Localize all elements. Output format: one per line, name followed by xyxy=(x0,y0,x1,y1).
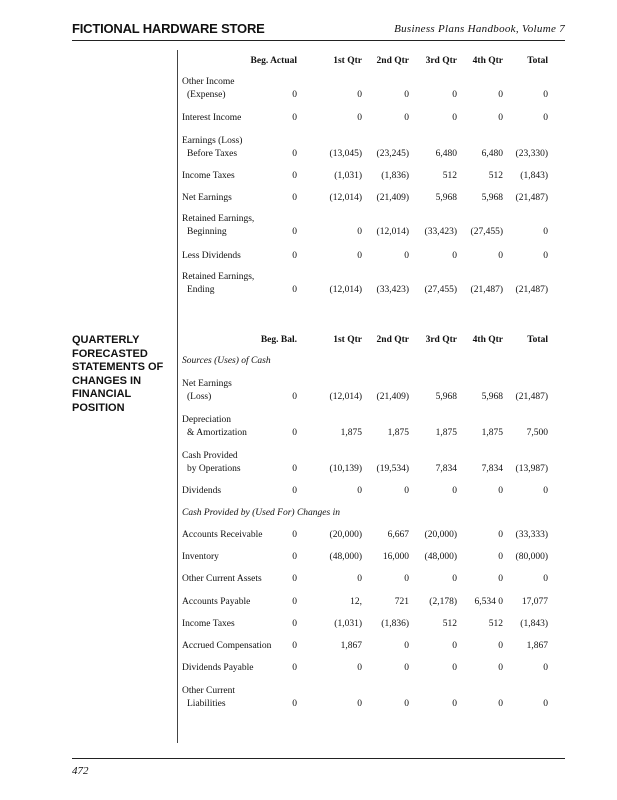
table1-header-2: 2nd Qtr xyxy=(376,56,409,66)
row-label-line1: Dividends xyxy=(182,486,222,496)
table1-cell: 0 xyxy=(452,89,457,100)
table1-header-4: 4th Qtr xyxy=(472,56,503,66)
table2a-cell: 0 xyxy=(404,486,409,496)
table2b-row-label xyxy=(182,551,219,564)
section-label-sources: Sources (Uses) of Cash xyxy=(182,356,271,366)
table1-cell: 0 xyxy=(292,226,297,237)
table1-cell: (21,409) xyxy=(376,193,409,203)
table2b-cell: 0 xyxy=(543,663,548,673)
table2a-cell: 7,500 xyxy=(526,427,548,438)
table2b-cell: 12, xyxy=(350,597,362,607)
table2b-cell: 0 xyxy=(498,574,503,584)
table2b-cell: 0 xyxy=(498,641,503,651)
table2b-cell: 0 xyxy=(292,663,297,673)
table1-cell: 0 xyxy=(452,251,457,261)
table2-header-4: 4th Qtr xyxy=(472,335,503,345)
table2b-cell: 0 xyxy=(292,641,297,651)
table1-cell: 0 xyxy=(292,193,297,203)
table2b-cell: (20,000) xyxy=(329,530,362,540)
table1-cell: (12,014) xyxy=(329,193,362,203)
table1-cell: 0 xyxy=(292,148,297,159)
table2a-cell: 5,968 xyxy=(435,391,457,402)
table2a-cell: (21,487) xyxy=(515,391,548,402)
row-label-line1: Accounts Receivable xyxy=(182,530,263,540)
table1-cell: 6,480 xyxy=(435,148,457,159)
table2b-cell: 0 xyxy=(292,552,297,562)
table2a-cell: 1,875 xyxy=(481,427,503,438)
row-label-line1: Income Taxes xyxy=(182,619,235,629)
table1-cell: (12,014) xyxy=(329,284,362,295)
table1-row-label xyxy=(182,192,232,205)
column-divider xyxy=(177,50,178,743)
table2a-cell: 7,834 xyxy=(435,463,457,474)
row-label-line1: Income Taxes xyxy=(182,171,235,181)
table2b-cell: 0 xyxy=(292,530,297,540)
table2b-cell: 1,867 xyxy=(340,641,362,651)
table1-cell: (23,330) xyxy=(515,148,548,159)
table2b-cell: 0 xyxy=(543,698,548,709)
row-label-line1: Interest Income xyxy=(182,113,242,123)
table2b-cell: (48,000) xyxy=(329,552,362,562)
table2a-cell: (19,534) xyxy=(376,463,409,474)
table2a-cell: (10,139) xyxy=(329,463,362,474)
table1-cell: (23,245) xyxy=(376,148,409,159)
row-label-line1: Net Earnings xyxy=(182,379,232,389)
table1-cell: (33,423) xyxy=(424,226,457,237)
table2b-cell: 0 xyxy=(292,574,297,584)
table2b-cell: 0 xyxy=(404,663,409,673)
table2b-cell: (1,843) xyxy=(520,619,548,629)
table2a-cell: 0 xyxy=(292,391,297,402)
table2a-cell: 1,875 xyxy=(387,427,409,438)
table1-cell: 0 xyxy=(543,226,548,237)
table2a-cell: 0 xyxy=(292,486,297,496)
row-label-line1: Retained Earnings, xyxy=(182,214,255,224)
table1-cell: 0 xyxy=(452,113,457,123)
table1-header-0: Beg. Actual xyxy=(250,56,297,66)
table1-cell: (1,843) xyxy=(520,171,548,181)
table2a-cell: 7,834 xyxy=(481,463,503,474)
table2b-cell: 0 xyxy=(498,698,503,709)
page-number: 472 xyxy=(72,765,89,777)
row-label-line1: Accrued Compensation xyxy=(182,641,272,651)
table1-cell: 0 xyxy=(404,251,409,261)
table2a-cell: 0 xyxy=(452,486,457,496)
table1-cell: 0 xyxy=(292,113,297,123)
table2a-cell: 0 xyxy=(543,486,548,496)
row-label-line2: Beginning xyxy=(187,226,227,237)
table2a-cell: 0 xyxy=(292,427,297,438)
table1-cell: (33,423) xyxy=(376,284,409,295)
table2b-cell: 0 xyxy=(404,698,409,709)
table1-cell: 0 xyxy=(543,113,548,123)
row-label-line2: (Expense) xyxy=(187,89,226,100)
table2b-cell: 0 xyxy=(498,530,503,540)
table2a-cell: 1,875 xyxy=(340,427,362,438)
table1-cell: 0 xyxy=(357,113,362,123)
table2b-cell: (20,000) xyxy=(424,530,457,540)
table2-header-1: 1st Qtr xyxy=(333,335,362,345)
row-label-line1: Other Income xyxy=(182,77,235,87)
table2b-cell: 0 xyxy=(357,663,362,673)
table2b-cell: 0 xyxy=(357,698,362,709)
table1-header-5: Total xyxy=(527,56,548,66)
table1-cell: 0 xyxy=(404,89,409,100)
row-label-line1: Depreciation xyxy=(182,415,232,425)
table2b-cell: (2,178) xyxy=(429,597,457,607)
table2a-cell: (21,409) xyxy=(376,391,409,402)
table2b-cell: 0 xyxy=(498,663,503,673)
table2a-cell: 0 xyxy=(357,486,362,496)
table2a-cell: 5,968 xyxy=(481,391,503,402)
table1-cell: 6,480 xyxy=(481,148,503,159)
table2b-cell: 0 xyxy=(452,698,457,709)
row-label-line1: Net Earnings xyxy=(182,193,232,203)
table1-cell: (1,031) xyxy=(334,171,362,181)
row-label-line1: Cash Provided xyxy=(182,451,238,461)
table2b-cell: (48,000) xyxy=(424,552,457,562)
row-label-line2: by Operations xyxy=(187,463,241,474)
table1-cell: (27,455) xyxy=(470,226,503,237)
table2b-cell: 16,000 xyxy=(382,552,409,562)
table2b-cell: 17,077 xyxy=(521,597,548,607)
table1-cell: (1,836) xyxy=(381,171,409,181)
table2b-cell: 1,867 xyxy=(526,641,548,651)
table2b-cell: 0 xyxy=(404,641,409,651)
table2-header-2: 2nd Qtr xyxy=(376,335,409,345)
table1-cell: 0 xyxy=(498,89,503,100)
row-label-line1: Accounts Payable xyxy=(182,597,251,607)
row-label-line1: Retained Earnings, xyxy=(182,272,255,282)
table1-cell: 0 xyxy=(498,113,503,123)
table2b-cell: 0 xyxy=(498,552,503,562)
table1-cell: (13,045) xyxy=(329,148,362,159)
store-name: FICTIONAL HARDWARE STORE xyxy=(72,21,265,36)
row-label-line1: Less Dividends xyxy=(182,251,241,261)
table1-cell: (21,487) xyxy=(515,284,548,295)
section-side-title: QUARTERLY FORECASTED STATEMENTS OF CHANGES IN FINANCIAL POSITION xyxy=(72,334,164,414)
book-title: Business Plans Handbook, Volume 7 xyxy=(394,23,565,35)
table1-cell: 5,968 xyxy=(481,193,503,203)
bottom-rule xyxy=(72,758,565,759)
table2b-cell: 0 xyxy=(452,641,457,651)
table2-header-0: Beg. Bal. xyxy=(260,335,297,345)
table2b-cell: 0 xyxy=(543,574,548,584)
row-label-line2: (Loss) xyxy=(187,391,212,402)
table2a-cell: (12,014) xyxy=(329,391,362,402)
table1-header-3: 3rd Qtr xyxy=(425,56,457,66)
row-label-line1: Other Current Assets xyxy=(182,574,262,584)
table2a-cell: 0 xyxy=(498,486,503,496)
table1-cell: 0 xyxy=(292,89,297,100)
table1-header-1: 1st Qtr xyxy=(333,56,362,66)
table1-cell: 512 xyxy=(488,171,503,181)
row-label-line2: Before Taxes xyxy=(187,148,238,159)
table1-cell: (27,455) xyxy=(424,284,457,295)
table1-cell: (12,014) xyxy=(376,226,409,237)
table1-cell: 0 xyxy=(357,89,362,100)
table1-cell: 0 xyxy=(357,251,362,261)
table2b-cell: 0 xyxy=(452,574,457,584)
table2b-cell: (80,000) xyxy=(515,552,548,562)
table2-header-3: 3rd Qtr xyxy=(425,335,457,345)
table2b-cell: 0 xyxy=(292,619,297,629)
table1-cell: 0 xyxy=(498,251,503,261)
table2b-cell: 512 xyxy=(488,619,503,629)
row-label-line1: Other Current xyxy=(182,686,236,696)
table2b-cell: (33,333) xyxy=(515,530,548,540)
table1-cell: 0 xyxy=(543,89,548,100)
table1-cell: 0 xyxy=(292,284,297,295)
table1-cell: 0 xyxy=(543,251,548,261)
table2b-cell: 721 xyxy=(394,597,409,607)
table2b-cell: 512 xyxy=(442,619,457,629)
table2b-cell: 0 xyxy=(357,574,362,584)
table2b-cell: 0 xyxy=(452,663,457,673)
table2b-cell: 6,667 xyxy=(387,530,409,540)
table1-cell: 0 xyxy=(357,226,362,237)
table1-cell: 0 xyxy=(404,113,409,123)
row-label-line2: Liabilities xyxy=(187,698,226,709)
table2a-cell: 0 xyxy=(292,463,297,474)
table2a-cell: (13,987) xyxy=(515,463,548,474)
table2b-cell: (1,836) xyxy=(381,619,409,629)
table2b-cell: 0 xyxy=(292,698,297,709)
table2b-cell: 0 xyxy=(292,597,297,607)
row-label-line1: Dividends Payable xyxy=(182,663,254,673)
row-label-line2: Ending xyxy=(187,284,215,295)
table1-cell: (21,487) xyxy=(470,284,503,295)
table2b-cell: 0 xyxy=(404,574,409,584)
table2-header-5: Total xyxy=(527,335,548,345)
table1-cell: 0 xyxy=(292,251,297,261)
table2a-row-label xyxy=(182,485,221,498)
table2b-cell: 6,534 0 xyxy=(474,597,503,607)
section-label-changes: Cash Provided by (Used For) Changes in xyxy=(182,508,340,518)
top-rule xyxy=(72,40,565,41)
table2a-cell: 1,875 xyxy=(435,427,457,438)
table2a-row-label xyxy=(182,378,232,403)
row-label-line1: Earnings (Loss) xyxy=(182,136,243,146)
table1-cell: 512 xyxy=(442,171,457,181)
table1-cell: (21,487) xyxy=(515,193,548,203)
row-label-line2: & Amortization xyxy=(187,427,247,438)
row-label-line1: Inventory xyxy=(182,552,219,562)
table1-cell: 5,968 xyxy=(435,193,457,203)
table1-cell: 0 xyxy=(292,171,297,181)
table2b-cell: (1,031) xyxy=(334,619,362,629)
